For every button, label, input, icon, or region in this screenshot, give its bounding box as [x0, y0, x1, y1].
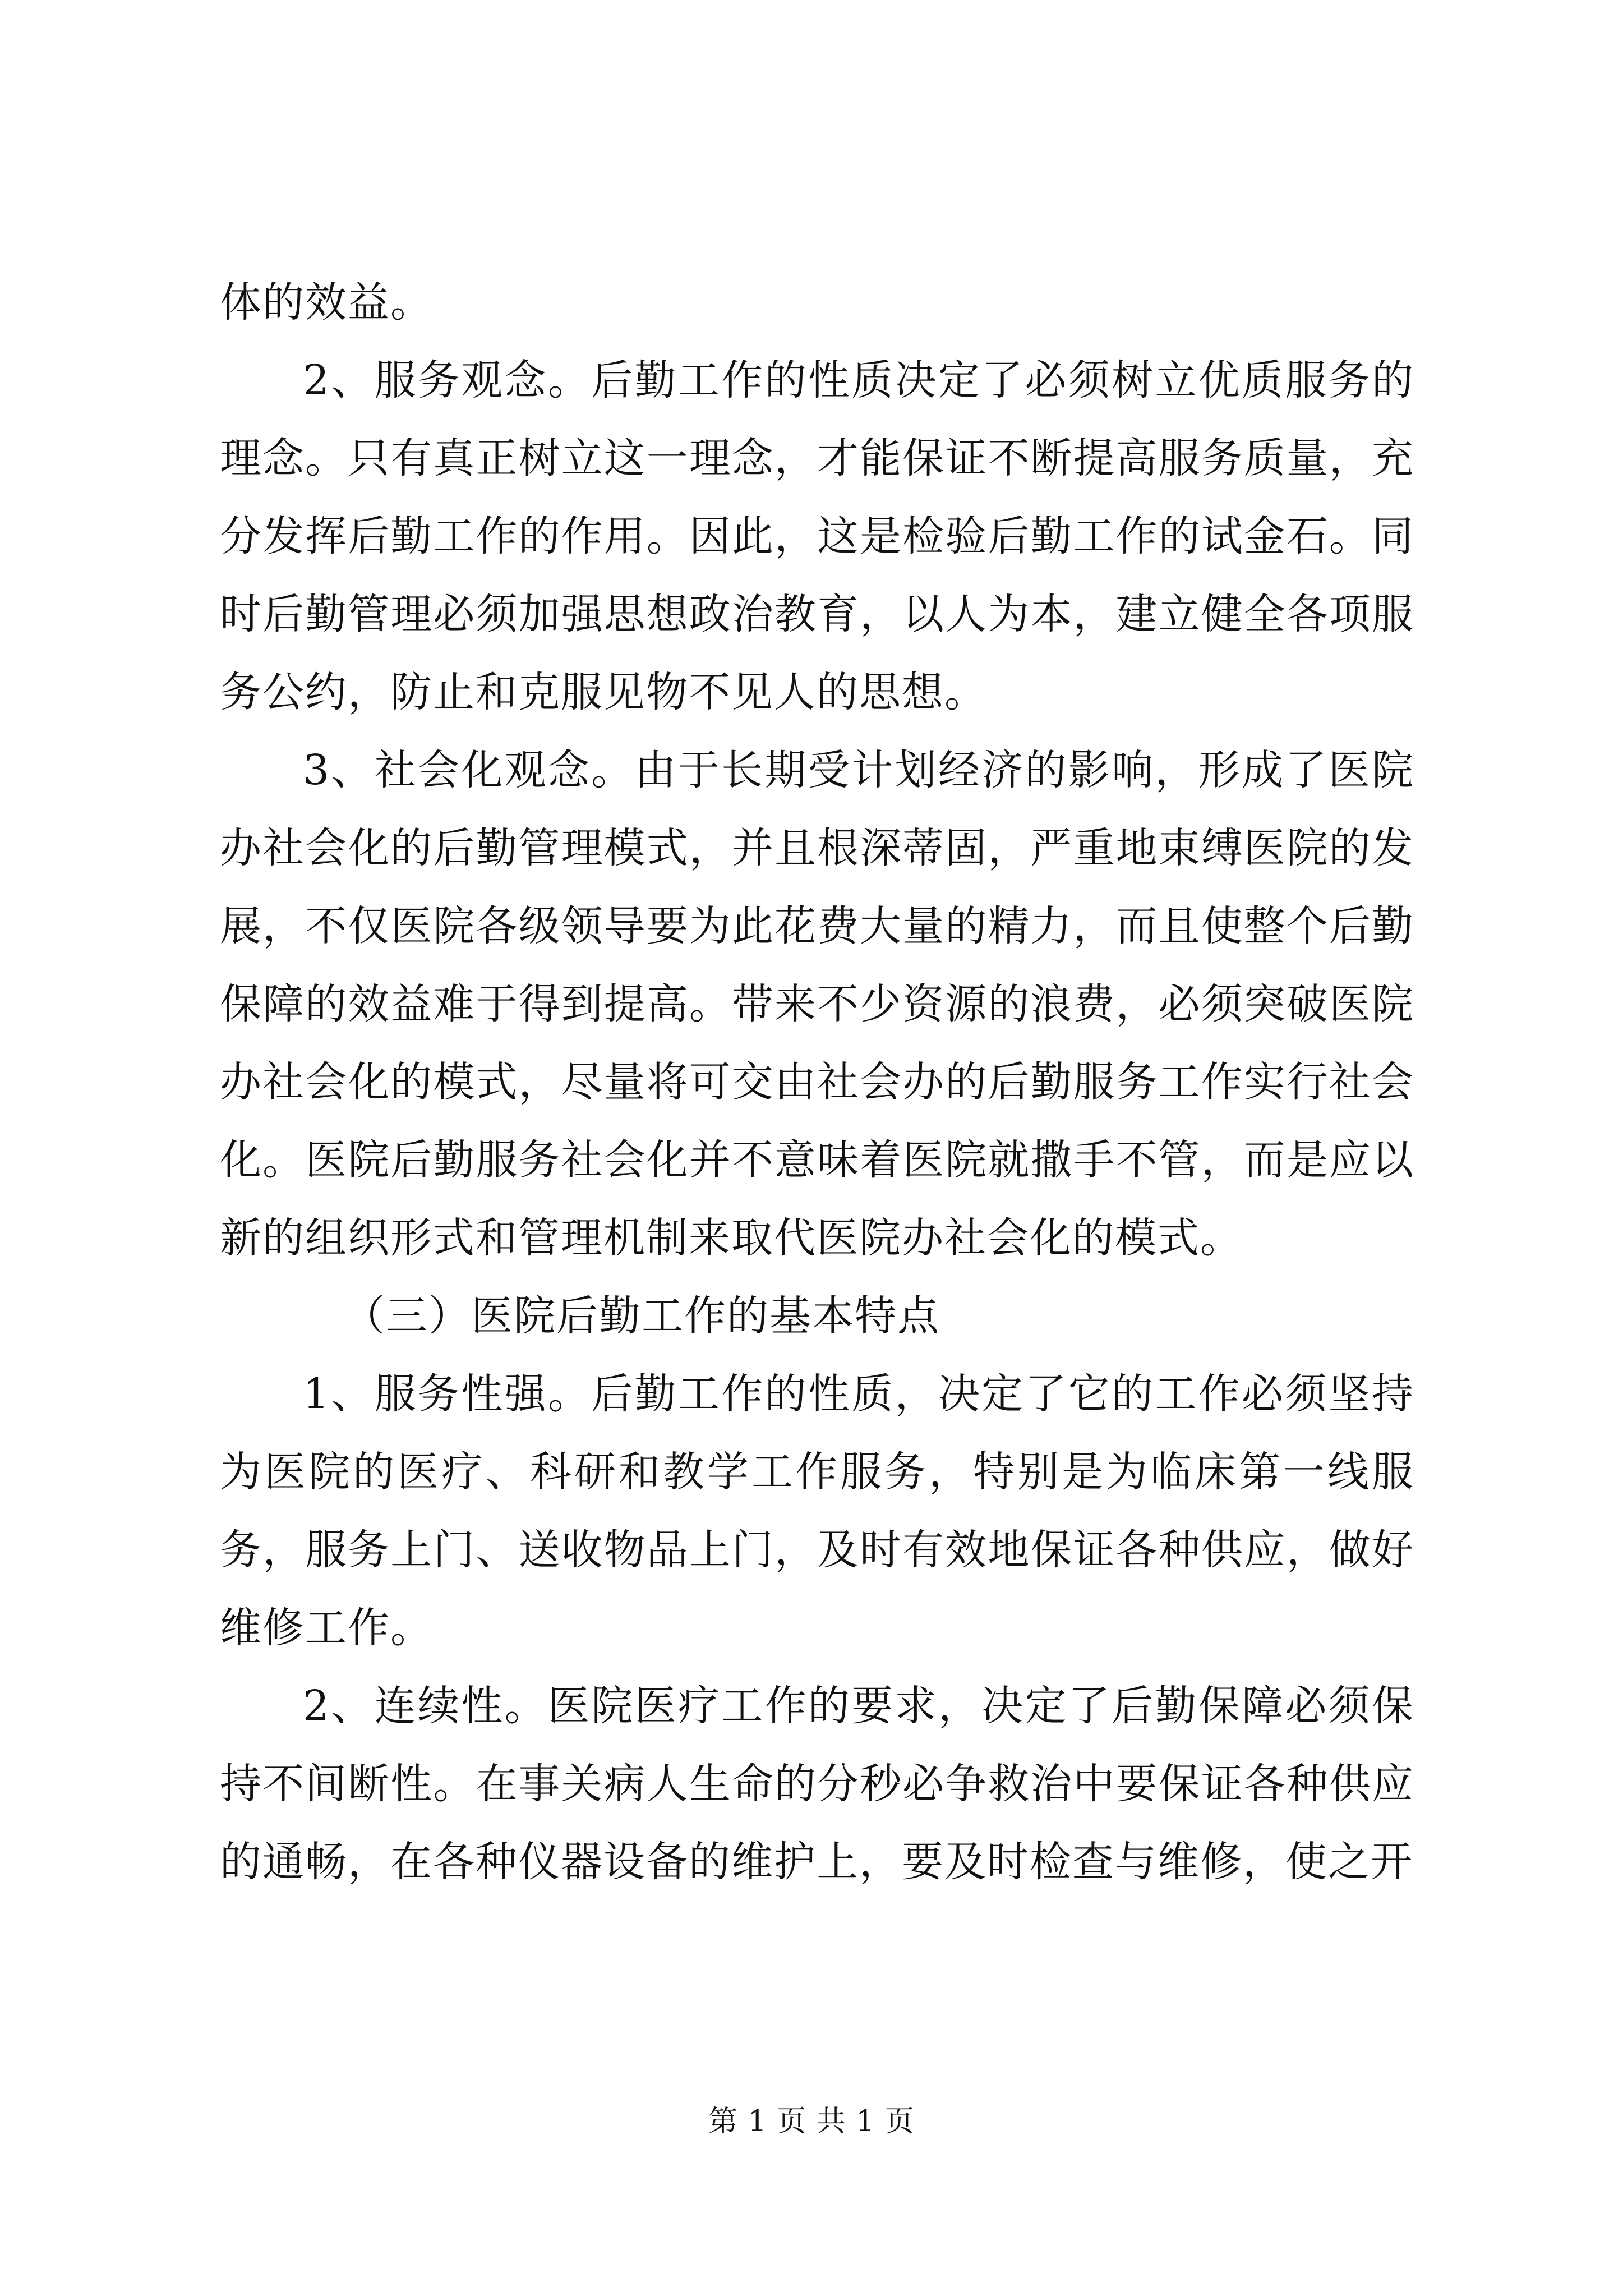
page-number-footer: 第 1 页 共 1 页: [708, 2105, 915, 2138]
paragraph-continuation: 体的效益。: [220, 278, 433, 326]
paragraph-socialization-concept: 3、社会化观念。由于长期受计划经济的影响，形成了医院办社会化的后勤管理模式，并且根深蒂固，严重地束缚医院的发展，不仅医院各级领导要为此花费大量的精力，而且使整个后勤保障的效益难于得到提高。带来不少资源的浪费，必须突破医院办社会化的模式，尽量将可交由社会办的后勤服务工作实行社会化。医院后勤服务社会化并不意味着医院就撒手不管，而是应以新的组织形式和管理机制来取代医院办社会化的模式。: [220, 746, 1414, 1262]
paragraph-continuity: 2、连续性。医院医疗工作的要求，决定了后勤保障必须保持不间断性。在事关病人生命的分秒必争救治中要保证各种供应的通畅，在各种仪器设备的维护上，要及时检查与维修，使之开: [220, 1682, 1414, 1886]
paragraph-service-concept: 2、服务观念。后勤工作的性质决定了必须树立优质服务的理念。只有真正树立这一理念，才能保证不断提高服务质量，充分发挥后勤工作的作用。因此，这是检验后勤工作的试金石。同时后勤管理必须加强思想政治教育，以人为本，建立健全各项服务公约，防止和克服见物不见人的思想。: [220, 356, 1414, 716]
paragraph-service-oriented: 1、服务性强。后勤工作的性质，决定了它的工作必须坚持为医院的医疗、科研和教学工作服务，特别是为临床第一线服务，服务上门、送收物品上门，及时有效地保证各种供应，做好维修工作。: [220, 1370, 1414, 1652]
document-body: [220, 264, 1414, 1901]
section-heading: （三）医院后勤工作的基本特点: [343, 1292, 940, 1340]
